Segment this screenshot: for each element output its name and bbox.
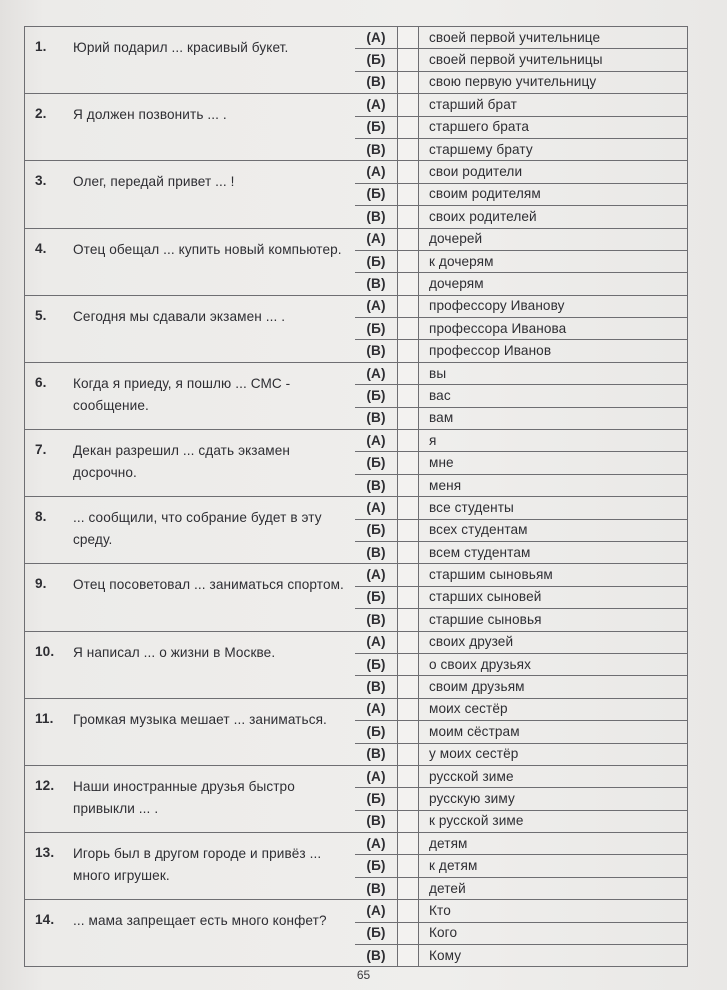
option-letter: (А)	[355, 698, 398, 720]
option-letter: (В)	[355, 71, 398, 93]
answer-box[interactable]	[398, 27, 419, 49]
option-text: старший брат	[419, 94, 688, 116]
question	[25, 776, 355, 820]
question-number: 9.	[35, 576, 47, 592]
option-row	[25, 228, 688, 250]
option-letter: (В)	[355, 138, 398, 160]
option-text: я	[419, 430, 688, 452]
answer-box[interactable]	[398, 362, 419, 384]
answer-box[interactable]	[398, 564, 419, 586]
answer-box[interactable]	[398, 765, 419, 787]
option-letter: (Б)	[355, 116, 398, 138]
option-text: к детям	[419, 855, 688, 877]
option-letter: (А)	[355, 497, 398, 519]
answer-box[interactable]	[398, 94, 419, 116]
option-letter: (А)	[355, 900, 398, 922]
option-letter: (А)	[355, 27, 398, 49]
option-text: дочерей	[419, 228, 688, 250]
question-text: Игорь был в другом городе и привёз ... много игрушек.	[73, 846, 322, 884]
answer-box[interactable]	[398, 497, 419, 519]
question	[25, 37, 355, 59]
option-text: русскую зиму	[419, 788, 688, 810]
option-letter: (В)	[355, 676, 398, 698]
answer-box[interactable]	[398, 452, 419, 474]
option-text: у моих сестёр	[419, 743, 688, 765]
answer-box[interactable]	[398, 922, 419, 944]
question-number: 6.	[35, 374, 47, 390]
answer-box[interactable]	[398, 385, 419, 407]
option-text: моих сестёр	[419, 698, 688, 720]
answer-box[interactable]	[398, 810, 419, 832]
question-number: 3.	[35, 173, 47, 189]
option-row	[25, 27, 688, 49]
option-letter: (Б)	[355, 519, 398, 541]
option-letter: (В)	[355, 810, 398, 832]
option-row	[25, 900, 688, 922]
answer-box[interactable]	[398, 855, 419, 877]
option-row	[25, 833, 688, 855]
option-text: вас	[419, 385, 688, 407]
option-letter: (В)	[355, 743, 398, 765]
question-cell	[25, 295, 356, 362]
answer-box[interactable]	[398, 273, 419, 295]
option-letter: (А)	[355, 833, 398, 855]
exercise-body	[25, 27, 688, 967]
question-cell	[25, 833, 356, 900]
option-text: свою первую учительницу	[419, 71, 688, 93]
option-text: всех студентам	[419, 519, 688, 541]
question-text: Я написал ... о жизни в Москве.	[73, 644, 276, 660]
option-row	[25, 631, 688, 653]
option-text: о своих друзьях	[419, 653, 688, 675]
option-text: мне	[419, 452, 688, 474]
answer-box[interactable]	[398, 116, 419, 138]
option-letter: (А)	[355, 94, 398, 116]
option-letter: (А)	[355, 161, 398, 183]
option-row	[25, 765, 688, 787]
question-number: 12.	[35, 777, 55, 793]
question	[25, 642, 355, 664]
answer-box[interactable]	[398, 586, 419, 608]
option-text: профессору Иванову	[419, 295, 688, 317]
option-letter: (Б)	[355, 653, 398, 675]
answer-box[interactable]	[398, 877, 419, 899]
exercise-table	[24, 26, 688, 967]
option-text: своей первой учительнице	[419, 27, 688, 49]
option-letter: (В)	[355, 945, 398, 967]
question-cell	[25, 631, 356, 698]
option-text: старшему брату	[419, 138, 688, 160]
question-cell	[25, 900, 356, 967]
option-letter: (А)	[355, 564, 398, 586]
option-row	[25, 161, 688, 183]
question-cell	[25, 94, 356, 161]
answer-box[interactable]	[398, 340, 419, 362]
question-number: 14.	[35, 912, 55, 928]
question-text: Отец посоветовал ... заниматься спортом.	[73, 577, 344, 593]
option-text: Кто	[419, 900, 688, 922]
option-letter: (В)	[355, 541, 398, 563]
question-text: Громкая музыка мешает ... заниматься.	[73, 711, 327, 727]
option-letter: (Б)	[355, 721, 398, 743]
question-cell	[25, 497, 356, 564]
option-letter: (Б)	[355, 183, 398, 205]
option-text: меня	[419, 474, 688, 496]
option-text: своей первой учительницы	[419, 49, 688, 71]
option-row	[25, 698, 688, 720]
answer-box[interactable]	[398, 541, 419, 563]
option-text: вам	[419, 407, 688, 429]
answer-box[interactable]	[398, 833, 419, 855]
question-text: Наши иностранные друзья быстро привыкли ... .	[73, 778, 295, 816]
option-row	[25, 94, 688, 116]
option-text: к русской зиме	[419, 810, 688, 832]
question	[25, 104, 355, 126]
option-text: моим сёстрам	[419, 721, 688, 743]
option-letter: (А)	[355, 430, 398, 452]
answer-box[interactable]	[398, 721, 419, 743]
question-number: 8.	[35, 509, 47, 525]
answer-box[interactable]	[398, 228, 419, 250]
question	[25, 574, 355, 596]
option-letter: (Б)	[355, 385, 398, 407]
answer-box[interactable]	[398, 161, 419, 183]
question-number: 7.	[35, 442, 47, 458]
page-number: 65	[356, 968, 371, 982]
option-row	[25, 497, 688, 519]
option-text: старшим сыновьям	[419, 564, 688, 586]
question-number: 13.	[35, 845, 55, 861]
option-text: всем студентам	[419, 541, 688, 563]
question-text: ... сообщили, что собрание будет в эту среду.	[73, 510, 322, 548]
answer-box[interactable]	[398, 788, 419, 810]
option-text: своих родителей	[419, 206, 688, 228]
question-text: Олег, передай привет ... !	[73, 174, 235, 190]
option-text: Кого	[419, 922, 688, 944]
option-text: старшие сыновья	[419, 609, 688, 631]
option-letter: (Б)	[355, 788, 398, 810]
answer-box[interactable]	[398, 295, 419, 317]
option-letter: (Б)	[355, 49, 398, 71]
answer-box[interactable]	[398, 519, 419, 541]
answer-box[interactable]	[398, 183, 419, 205]
question-number: 2.	[35, 106, 47, 122]
question-text: Юрий подарил ... красивый букет.	[73, 40, 289, 55]
option-text: своим друзьям	[419, 676, 688, 698]
option-letter: (Б)	[355, 855, 398, 877]
question	[25, 171, 355, 193]
question-text: Декан разрешил ... сдать экзамен досрочно.	[73, 443, 291, 481]
option-letter: (В)	[355, 273, 398, 295]
answer-box[interactable]	[398, 138, 419, 160]
option-text: своим родителям	[419, 183, 688, 205]
question-number: 5.	[35, 307, 47, 323]
option-letter: (В)	[355, 877, 398, 899]
answer-box[interactable]	[398, 743, 419, 765]
option-text: старших сыновей	[419, 586, 688, 608]
answer-box[interactable]	[398, 318, 419, 340]
question	[25, 843, 355, 887]
option-row	[25, 564, 688, 586]
option-text: своих друзей	[419, 631, 688, 653]
question-cell	[25, 765, 356, 832]
question-number: 1.	[35, 39, 47, 54]
option-letter: (Б)	[355, 586, 398, 608]
answer-box[interactable]	[398, 609, 419, 631]
question-text: Я должен позвонить ... .	[73, 107, 227, 123]
option-letter: (В)	[355, 609, 398, 631]
answer-box[interactable]	[398, 631, 419, 653]
question-cell	[25, 564, 356, 631]
question	[25, 910, 355, 932]
option-row	[25, 362, 688, 384]
answer-box[interactable]	[398, 676, 419, 698]
question-cell	[25, 228, 356, 295]
answer-box[interactable]	[398, 474, 419, 496]
answer-box[interactable]	[398, 430, 419, 452]
option-letter: (А)	[355, 631, 398, 653]
question-cell	[25, 430, 356, 497]
question-text: Когда я приеду, я пошлю ... СМС - сообщение.	[73, 375, 291, 413]
option-row	[25, 430, 688, 452]
answer-box[interactable]	[398, 407, 419, 429]
option-letter: (В)	[355, 407, 398, 429]
question-cell	[25, 161, 356, 228]
option-letter: (В)	[355, 474, 398, 496]
option-letter: (Б)	[355, 250, 398, 272]
answer-box[interactable]	[398, 945, 419, 967]
option-letter: (Б)	[355, 452, 398, 474]
option-text: вы	[419, 362, 688, 384]
question-number: 11.	[35, 710, 54, 726]
option-text: к дочерям	[419, 250, 688, 272]
question-cell	[25, 362, 356, 429]
answer-box[interactable]	[398, 653, 419, 675]
option-row	[25, 295, 688, 317]
question-number: 10.	[35, 643, 55, 659]
option-text: профессора Иванова	[419, 318, 688, 340]
question	[25, 373, 355, 417]
option-letter: (В)	[355, 340, 398, 362]
option-text: профессор Иванов	[419, 340, 688, 362]
question	[25, 239, 355, 261]
option-letter: (Б)	[355, 318, 398, 340]
option-letter: (А)	[355, 228, 398, 250]
question-text: ... мама запрещает есть много конфет?	[73, 913, 327, 929]
answer-box[interactable]	[398, 71, 419, 93]
question	[25, 507, 355, 551]
option-letter: (Б)	[355, 922, 398, 944]
option-letter: (А)	[355, 295, 398, 317]
option-text: старшего брата	[419, 116, 688, 138]
question-cell	[25, 698, 356, 765]
question-cell	[25, 27, 356, 94]
option-text: Кому	[419, 945, 688, 967]
option-letter: (В)	[355, 206, 398, 228]
answer-box[interactable]	[398, 49, 419, 71]
answer-box[interactable]	[398, 250, 419, 272]
question	[25, 709, 355, 731]
option-text: детей	[419, 877, 688, 899]
option-text: все студенты	[419, 497, 688, 519]
option-text: дочерям	[419, 273, 688, 295]
option-letter: (А)	[355, 765, 398, 787]
question	[25, 306, 355, 328]
option-text: русской зиме	[419, 765, 688, 787]
option-text: детям	[419, 833, 688, 855]
answer-box[interactable]	[398, 206, 419, 228]
question	[25, 440, 355, 484]
question-text: Отец обещал ... купить новый компьютер.	[73, 241, 342, 257]
question-number: 4.	[35, 240, 47, 256]
question-text: Сегодня мы сдавали экзамен ... .	[73, 308, 286, 324]
answer-box[interactable]	[398, 698, 419, 720]
option-text: свои родители	[419, 161, 688, 183]
answer-box[interactable]	[398, 900, 419, 922]
option-letter: (А)	[355, 362, 398, 384]
